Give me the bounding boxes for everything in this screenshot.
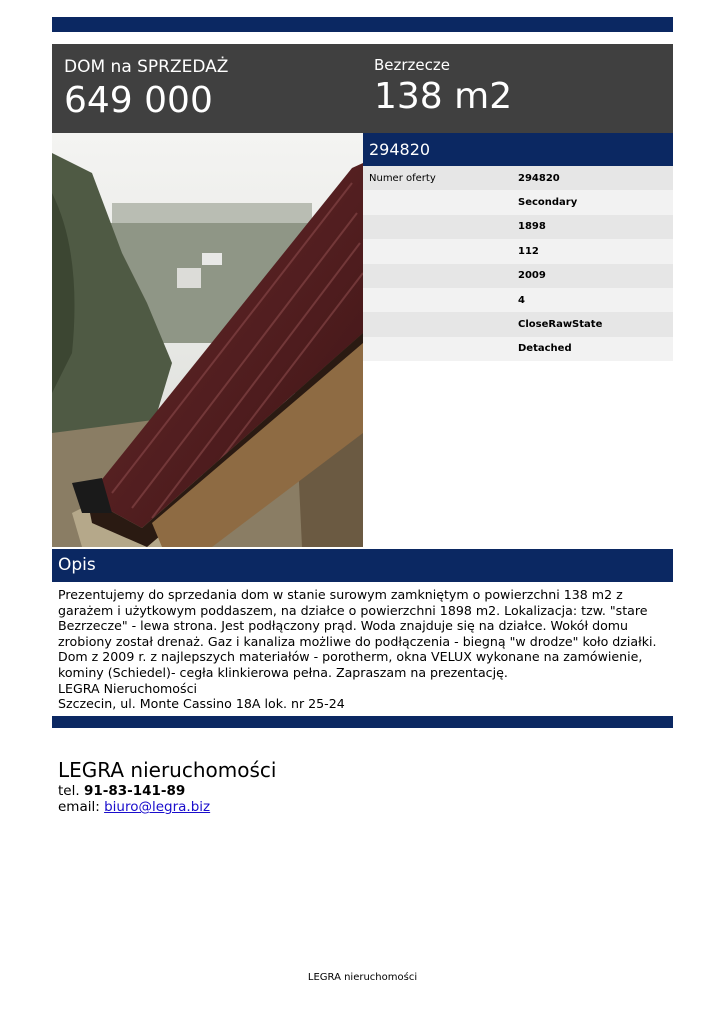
spec-row — [363, 264, 673, 288]
spec-value: Secondary — [518, 197, 578, 209]
header-right — [374, 56, 512, 118]
top-divider-bar — [52, 17, 673, 32]
spec-value: 2009 — [518, 270, 546, 282]
description-address-line: Szczecin, ul. Monte Cassino 18A lok. nr 25-24 — [58, 696, 345, 712]
listing-header — [52, 44, 673, 133]
offer-specs-table — [363, 166, 673, 361]
agency-name: LEGRA nieruchomości — [58, 758, 277, 782]
spec-row — [363, 190, 673, 214]
offer-id-title: 294820 — [369, 140, 431, 159]
spec-value: 112 — [518, 245, 539, 257]
spec-row — [363, 288, 673, 312]
spec-value: 4 — [518, 294, 525, 306]
bottom-divider-bar — [52, 716, 673, 728]
phone-label: tel. — [58, 783, 80, 799]
spec-row — [363, 239, 673, 263]
header-left — [64, 56, 228, 122]
listing-area: 138 m2 — [374, 76, 513, 117]
property-photo — [52, 133, 363, 547]
spec-row — [363, 337, 673, 361]
phone-line — [58, 783, 276, 799]
spec-label: Numer oferty — [369, 172, 436, 184]
spec-row — [363, 215, 673, 239]
email-line — [58, 799, 276, 815]
spec-value: CloseRawState — [518, 319, 603, 331]
description-heading-bar — [52, 549, 673, 582]
spec-value: Detached — [518, 343, 572, 355]
description-heading: Opis — [58, 555, 96, 575]
spec-row — [363, 312, 673, 336]
phone-number: 91-83-141-89 — [83, 783, 186, 799]
offer-id-bar — [363, 133, 673, 166]
spec-value: 294820 — [518, 172, 560, 184]
description-agency-line: LEGRA Nieruchomości — [58, 680, 197, 696]
email-link[interactable]: biuro@legra.biz — [104, 799, 211, 815]
description-body — [58, 587, 668, 712]
page-footer: LEGRA nieruchomości — [307, 972, 418, 983]
listing-price: 649 000 — [64, 80, 213, 121]
listing-type: DOM na SPRZEDAŻ — [64, 57, 229, 77]
email-label: email: — [58, 799, 100, 815]
spec-value: 1898 — [518, 221, 546, 233]
roof-photo-illustration — [52, 133, 363, 547]
description-paragraph: Prezentujemy do sprzedania dom w stanie surowym zamkniętym o powierzchni 138 m2 z garażem i użytkowym poddaszem, na działce o powierzchni 1898 m2. Lokalizacja: tzw. "stare Bezrzecze" - lewa strona. Jest podłączony prąd. Woda znajduje się na działce. Wokół domu zrobiony został drenaż. Gaz i kanaliza możliwe do podłączenia - biegną "w drodze" koło działki. Dom z 2009 r. z najlepszych materiałów - porotherm, okna VELUX wykonane na zamówienie, kominy (Schiedel)- cegła klinkierowa pełna. Zapraszam na prezentację. — [58, 587, 657, 680]
spec-row — [363, 166, 673, 190]
listing-city: Bezrzecze — [374, 56, 451, 74]
contact-block — [58, 758, 276, 815]
